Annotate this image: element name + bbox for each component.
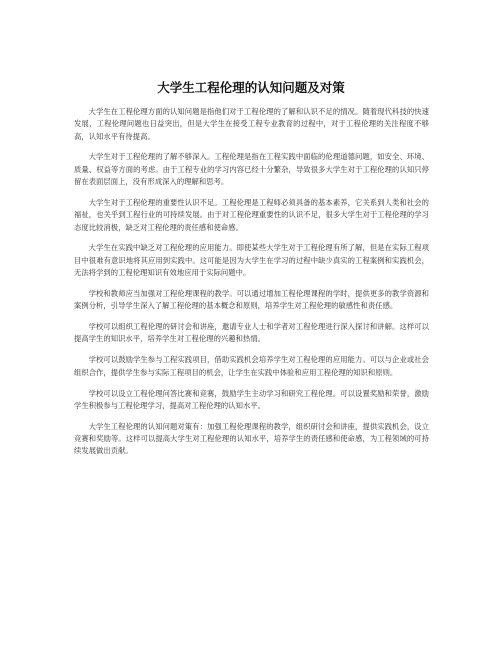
paragraph-1: 大学生在工程伦理方面的认知问题是指他们对于工程伦理的了解和认识不足的情况。随着现代科技的快速发展，工程伦理问题也日益突出，但是大学生在接受工程专业教育的过程中，对于工程伦理的关注程度不够高，认知水平有待提高。 (74, 107, 429, 141)
paragraph-5: 学校和教师应当加强对工程伦理课程的教学。可以通过增加工程伦理课程的学时，提供更多的教学资源和案例分析，引导学生深入了解工程伦理的基本概念和原则，培养学生对工程伦理的敏感性和责任感。 (74, 288, 429, 311)
document-body (74, 106, 429, 466)
paragraph-9: 大学生工程伦理的认知问题对策有：加强工程伦理课程的教学，组织研讨会和讲座，提供实践机会，设立竞赛和奖励等。这样可以提高大学生对工程伦理的认知水平，培养学生的责任感和使命感，为工程领域的可持续发展做出贡献。 (74, 421, 429, 456)
paragraph-3: 大学生对于工程伦理的重要性认识不足。工程伦理是工程师必须具备的基本素养，它关系到人类和社会的福祉，也关乎到工程行业的可持续发展。由于对工程伦理重要性的认识不足，很多大学生对于工程伦理的学习态度比较消极，缺乏对工程伦理的责任感和使命感。 (74, 197, 429, 232)
paragraph-7: 学校可以鼓励学生参与工程实践项目，借助实践机会培养学生对工程伦理的应用能力。可以与企业或社会组织合作，提供学生参与实际工程项目的机会，让学生在实践中体验和应用工程伦理的知识和原则。 (74, 355, 429, 377)
paragraph-4: 大学生在实践中缺乏对工程伦理的应用能力。即使某些大学生对于工程伦理有所了解，但是在实际工程项目中很难有意识地将其应用到实践中。这可能是因为大学生在学习的过程中缺少真实的工程案例和实践机会，无法将学到的工程伦理知识有效地应用于实际问题中。 (74, 243, 429, 278)
paragraph-6: 学校可以组织工程伦理的研讨会和讲座，邀请专业人士和学者对工程伦理进行深入探讨和讲解。这样可以提高学生的知识水平，培养学生对工程伦理的兴趣和热情。 (74, 322, 429, 344)
document-title: 大学生工程伦理的认知问题及对策 (157, 80, 345, 95)
paragraph-8: 学校可以设立工程伦理问答比赛和竞赛，鼓励学生主动学习和研究工程伦理。可以设置奖励和荣誉，激励学生积极参与工程伦理学习，提高对工程伦理的认知水平。 (74, 388, 429, 410)
paragraph-2: 大学生对于工程伦理的了解不够深入。工程伦理是指在工程实践中面临的伦理道德问题，如安全、环境、质量、权益等方面的考虑。由于工程专业的学习内容已经十分繁杂，导致很多大学生对于工程伦理的认知只停留在表面层面上，没有形成深入的理解和思考。 (74, 152, 429, 187)
